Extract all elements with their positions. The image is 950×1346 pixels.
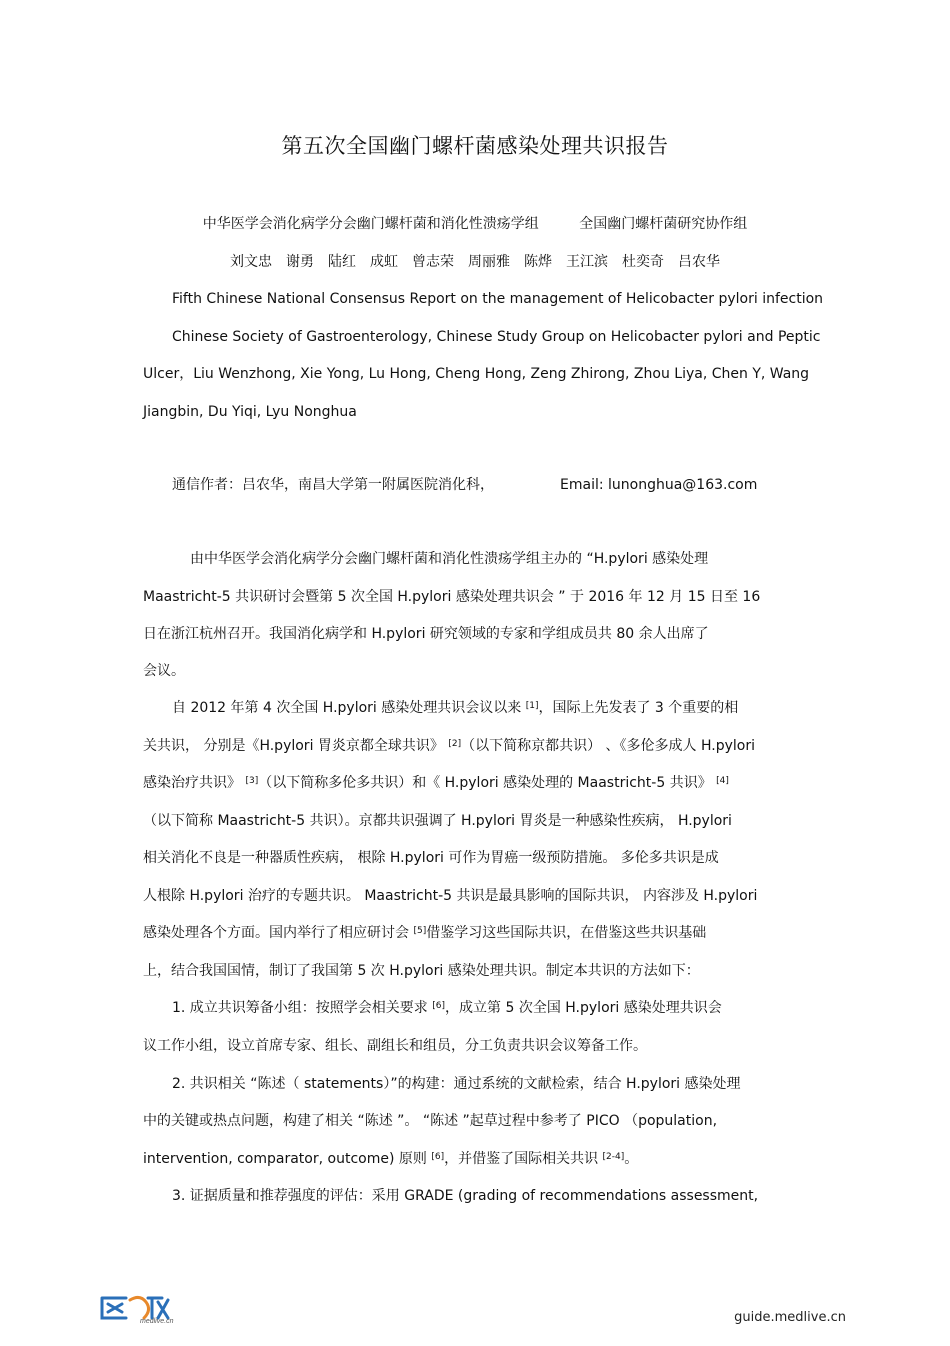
citation: [3]	[245, 776, 259, 786]
citation: [2-4]	[602, 1152, 625, 1162]
corresponding-author: 通信作者：吕农华，南昌大学第一附属医院消化科，	[172, 477, 494, 493]
footer-url[interactable]: guide.medlive.cn	[734, 1310, 846, 1325]
paragraph-2-line-3	[143, 773, 808, 793]
medlive-logo[interactable]	[96, 1290, 206, 1326]
text-run: 1. 成立共识筹备小组：按照学会相关要求	[172, 1000, 433, 1016]
text-run: 关共识， 分别是《H.pylori 胃炎京都全球共识》	[143, 738, 449, 754]
text-run: ，国际上先发表了 3 个重要的相	[538, 700, 739, 716]
page-title: 第五次全国幽门螺杆菌感染处理共识报告	[281, 134, 669, 158]
org-right: 全国幽门螺杆菌研究协作组	[579, 216, 748, 232]
paragraph-2-line-8: 上，结合我国国情，制订了我国第 5 次 H.pylori 感染处理共识。制定本共识的方法如下：	[143, 963, 700, 979]
english-org-line: Chinese Society of Gastroenterology, Chinese Study Group on Helicobacter pylori and Peptic	[172, 329, 821, 345]
step-1-line-1	[172, 998, 802, 1018]
step-2-line-2: 中的关键或热点问题，构建了相关 “陈述 ”。 “陈述 ”起草过程中参考了 PICO （population,	[143, 1113, 718, 1129]
org-left: 中华医学会消化病学分会幽门螺杆菌和消化性溃疡学组	[202, 216, 539, 232]
english-title-line: Fifth Chinese National Consensus Report on the management of Helicobacter pylori infection	[172, 291, 824, 307]
author-list: 刘文忠 谢勇 陆红 成虹 曾志荣 周丽雅 陈烨 王江滨 杜奕奇 吕农华	[230, 254, 720, 270]
text-run: ，成立第 5 次全国 H.pylori 感染处理共识会	[445, 1000, 722, 1016]
logo-mark-icon	[96, 1290, 206, 1326]
paragraph-1-line-3: 日在浙江杭州召开。我国消化病学和 H.pylori 研究领域的专家和学组成员共 80 余人出席了	[143, 626, 709, 642]
citation: [1]	[525, 701, 539, 711]
contact-email: Email: lunonghua@163.com	[560, 477, 758, 493]
logo-subtitle: medlive.cn	[140, 1318, 174, 1325]
paragraph-1-line-2: Maastricht-5 共识研讨会暨第 5 次全国 H.pylori 感染处理共识会 ” 于 2016 年 12 月 15 日至 16	[143, 589, 761, 605]
paragraph-2-line-6: 人根除 H.pylori 治疗的专题共识。 Maastricht-5 共识是最具影响的国际共识， 内容涉及 H.pylori	[143, 888, 758, 904]
step-1-line-2: 议工作小组，设立首席专家、组长、副组长和组员，分工负责共识会议筹备工作。	[143, 1038, 647, 1054]
organizations	[0, 213, 950, 233]
english-authors-line-2: Jiangbin, Du Yiqi, Lyu Nonghua	[143, 404, 357, 420]
paragraph-2-line-2	[143, 736, 808, 756]
text-run: 借鉴学习这些国际共识，在借鉴这些共识基础	[426, 925, 707, 941]
paragraph-1-line-4: 会议。	[143, 663, 185, 679]
text-run: 自 2012 年第 4 次全国 H.pylori 感染处理共识会议以来	[172, 700, 526, 716]
citation: [6]	[431, 1152, 445, 1162]
citation: [4]	[716, 776, 729, 786]
text-run: 感染治疗共识》	[143, 775, 246, 791]
text-run: （以下简称多伦多共识）和《 H.pylori 感染处理的 Maastricht-5 共识》	[258, 775, 717, 791]
step-2-line-3	[143, 1149, 808, 1169]
citation: [6]	[432, 1001, 446, 1011]
citation: [2]	[448, 739, 462, 749]
paragraph-2-line-5: 相关消化不良是一种器质性疾病， 根除 H.pylori 可作为胃癌一级预防措施。 多伦多共识是成	[143, 850, 719, 866]
paragraph-2-line-7	[143, 923, 808, 943]
english-authors-line-1: Ulcer，Liu Wenzhong, Xie Yong, Lu Hong, Cheng Hong, Zeng Zhirong, Zhou Liya, Chen Y, Wang	[143, 366, 810, 382]
step-2-line-1: 2. 共识相关 “陈述（ statements）”的构建：通过系统的文献检索，结合 H.pylori 感染处理	[172, 1076, 741, 1092]
text-run: 感染处理各个方面。国内举行了相应研讨会	[143, 925, 414, 941]
contact-line	[172, 475, 837, 495]
paragraph-2-line-1	[172, 698, 802, 718]
text-run: （以下简称京都共识） 、《多伦多成人 H.pylori	[461, 738, 756, 754]
text-run: ，并借鉴了国际相关共识	[444, 1151, 603, 1167]
paragraph-1-line-1: 由中华医学会消化病学分会幽门螺杆菌和消化性溃疡学组主办的 “H.pylori 感染处理	[190, 551, 709, 567]
text-run: 。	[624, 1151, 639, 1167]
text-run: intervention, comparator, outcome) 原则	[143, 1151, 432, 1167]
citation: [5]	[413, 926, 427, 936]
paragraph-2-line-4: （以下简称 Maastricht-5 共识）。京都共识强调了 H.pylori 胃炎是一种感染性疾病， H.pylori	[143, 813, 732, 829]
step-3-line-1: 3. 证据质量和推荐强度的评估：采用 GRADE (grading of recommendations assessment,	[172, 1188, 759, 1204]
